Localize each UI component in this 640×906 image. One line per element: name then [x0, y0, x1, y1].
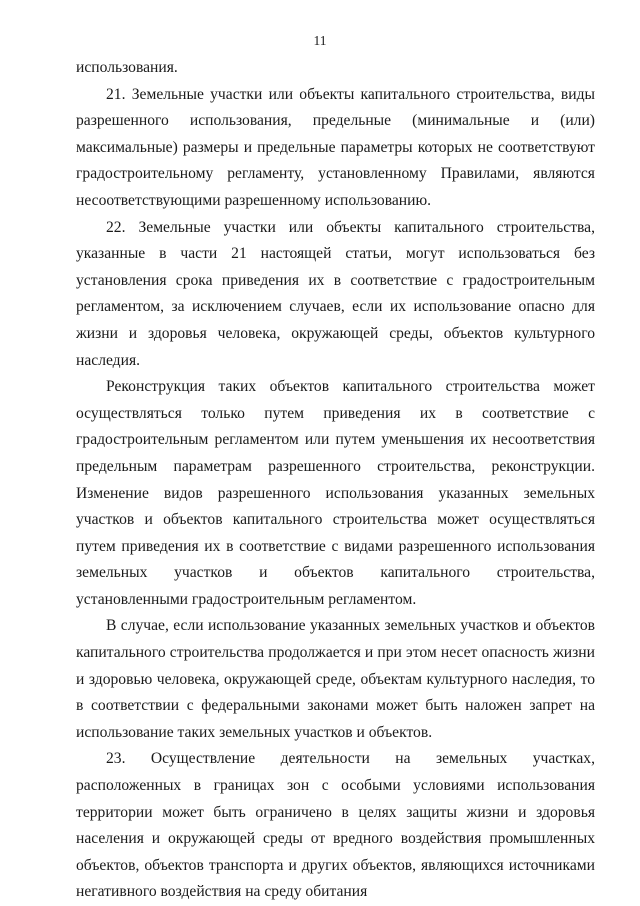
page-number: 11	[313, 33, 327, 48]
document-body	[76, 55, 595, 906]
paragraph-item-23: 23. Осуществление деятельности на земельных участках, расположенных в границах зон с особыми условиями использования территории может быть ограничено в целях защиты жизни и здоровья населения и окружающей среды от вредного воздействия промышленных объектов, объектов транспорта и других объектов, являющихся источниками негативного воздействия на среду обитания	[76, 750, 595, 901]
paragraph-danger-case: В случае, если использование указанных земельных участков и объектов капитального строительства продолжается и при этом несет опасность жизни и здоровью человека, окружающей среде, объектам культурного наследия, то в соответствии с федеральными законами может быть наложен запрет на использование таких земельных участков и объектов.	[76, 617, 595, 741]
paragraph-item-22: 22. Земельные участки или объекты капитального строительства, указанные в части 21 настоящей статьи, могут использоваться без установления срока приведения их в соответствие с градостроительным регламентом, за исключением случаев, если их использование опасно для жизни и здоровья человека, окружающей среды, объектов культурного наследия.	[76, 218, 595, 369]
paragraph-reconstruction: Реконструкция таких объектов капитального строительства может осуществляться только путем приведения их в соответствие с градостроительным регламентом или путем уменьшения их несоответствия предельным параметрам разрешенного строительства, реконструкции. Изменение видов разрешенного использования указанных земельных участков и объектов капитального строительства может осуществляться путем приведения их в соответствие с видами разрешенного использования земельных участков и объектов капитального строительства, установленными градостроительным регламентом.	[76, 378, 595, 608]
paragraph-item-21: 21. Земельные участки или объекты капитального строительства, виды разрешенного использования, предельные (минимальные и (или) максимальные) размеры и предельные параметры которых не соответствуют градостроительному регламенту, установленному Правилами, являются несоответствующими разрешенному использованию.	[76, 85, 595, 209]
paragraph-continuation: использования.	[76, 59, 178, 76]
